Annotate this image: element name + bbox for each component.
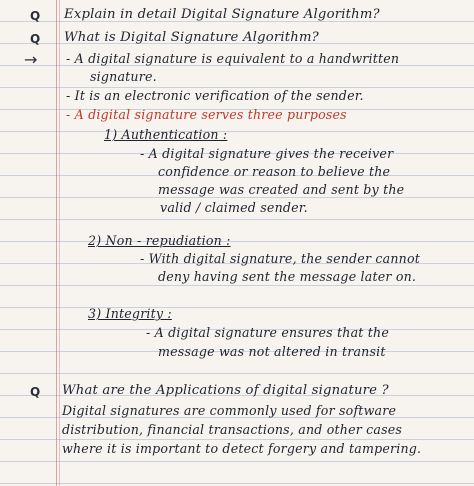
nonrep-line-2: deny having sent the message later on.: [158, 269, 417, 284]
answer-line-3: where it is important to detect forgery and tampering.: [62, 441, 422, 456]
bullet-2: - It is an electronic verification of the sender.: [66, 88, 364, 103]
question-marker-2: Q: [30, 32, 41, 46]
nonrep-line-1: - With digital signature, the sender cannot: [140, 251, 421, 266]
auth-line-4: valid / claimed sender.: [160, 200, 308, 215]
heading-integrity: 3) Integrity :: [88, 306, 172, 321]
auth-line-2: confidence or reason to believe the: [158, 164, 391, 179]
margin-line: [56, 0, 57, 486]
heading-non-repudiation: 2) Non - repudiation :: [88, 233, 231, 248]
answer-line-2: distribution, financial transactions, and other cases: [62, 422, 403, 437]
integrity-line-2: message was not altered in transit: [158, 344, 386, 359]
question-marker-1: Q: [30, 9, 41, 23]
bullet-3: - A digital signature serves three purposes: [66, 107, 347, 122]
margin-line-inner: [59, 0, 60, 486]
answer-line-1: Digital signatures are commonly used for software: [62, 403, 397, 418]
bullet-1-line-1: - A digital signature is equivalent to a handwritten: [66, 51, 400, 66]
arrow-right-icon: →: [24, 50, 38, 69]
question-1: Explain in detail Digital Signature Algorithm?: [64, 7, 380, 22]
bullet-1-line-2: signature.: [90, 69, 157, 84]
integrity-line-1: - A digital signature ensures that the: [146, 325, 390, 340]
question-marker-3: Q: [30, 385, 41, 399]
question-3: What are the Applications of digital signature ?: [62, 383, 389, 398]
question-2: What is Digital Signature Algorithm?: [64, 30, 319, 45]
auth-line-3: message was created and sent by the: [158, 182, 405, 197]
auth-line-1: - A digital signature gives the receiver: [140, 146, 394, 161]
heading-authentication: 1) Authentication :: [104, 127, 228, 142]
